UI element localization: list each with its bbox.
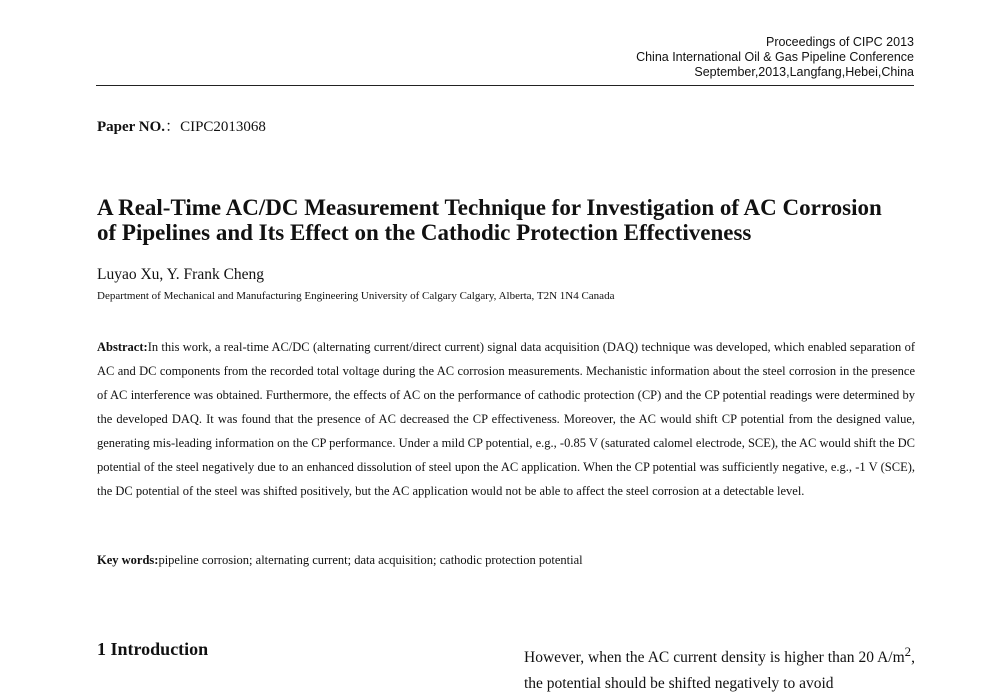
abstract [97, 335, 915, 503]
header-conference-name: China International Oil & Gas Pipeline Conference [636, 50, 914, 64]
keywords [97, 553, 583, 568]
paper-number [97, 115, 266, 136]
paper-number-label: Paper NO. [97, 119, 166, 135]
paper-number-separator: ： [165, 119, 181, 135]
keywords-text: pipeline corrosion; alternating current; data acquisition; cathodic protection potential [158, 553, 583, 567]
header-divider [96, 85, 914, 86]
affiliation: Department of Mechanical and Manufacturing Engineering University of Calgary Calgary, Alberta, T2N 1N4 Canada [97, 290, 615, 302]
authors: Luyao Xu, Y. Frank Cheng [97, 266, 265, 283]
right-column-text-end: , the potential should be shifted negatively to avoid [524, 649, 915, 693]
paper-title-line-1: A Real-Time AC/DC Measurement Technique for Investigation of AC Corrosion [97, 195, 882, 220]
paper-title [97, 195, 937, 245]
section-heading-introduction: 1 Introduction [97, 639, 209, 659]
superscript-exponent: 2 [904, 644, 912, 659]
header-date-location: September,2013,Langfang,Hebei,China [694, 65, 914, 79]
right-column-text-start: However, when the AC current density is higher than 20 A/m [524, 649, 905, 667]
paper-title-line-2: of Pipelines and Its Effect on the Cathodic Protection Effectiveness [97, 220, 752, 245]
paper-number-value: CIPC2013068 [180, 119, 266, 135]
abstract-label: Abstract: [97, 340, 148, 354]
header-proceedings: Proceedings of CIPC 2013 [765, 35, 914, 49]
conference-header [636, 35, 914, 80]
keywords-label: Key words: [97, 553, 159, 567]
abstract-text: In this work, a real-time AC/DC (alternating current/direct current) signal data acquisition (DAQ) technique was developed, which enabled separation of AC and DC components from the recorded total voltage during the AC corrosion measurements. Mechanistic information about the steel corrosion in the presence of AC interference was obtained. Furthermore, the effects of AC on the performance of cathodic protection (CP) and the CP potential readings were determined by the developed DAQ. It was found that the presence of AC decreased the CP effectiveness. Moreover, the AC would shift CP potential from the designed value, generating mis-leading information on the CP performance. Under a mild CP potential, e.g., -0.85 V (saturated calomel electrode, SCE), the AC would shift the DC potential of the steel negatively due to an enhanced dissolution of steel upon the AC application. When the CP potential was sufficiently negative, e.g., -1 V (SCE), the DC potential of the steel was shifted positively, but the AC application would not be able to affect the steel corrosion at a detectable level. [97, 340, 915, 498]
right-column-text [524, 639, 915, 697]
